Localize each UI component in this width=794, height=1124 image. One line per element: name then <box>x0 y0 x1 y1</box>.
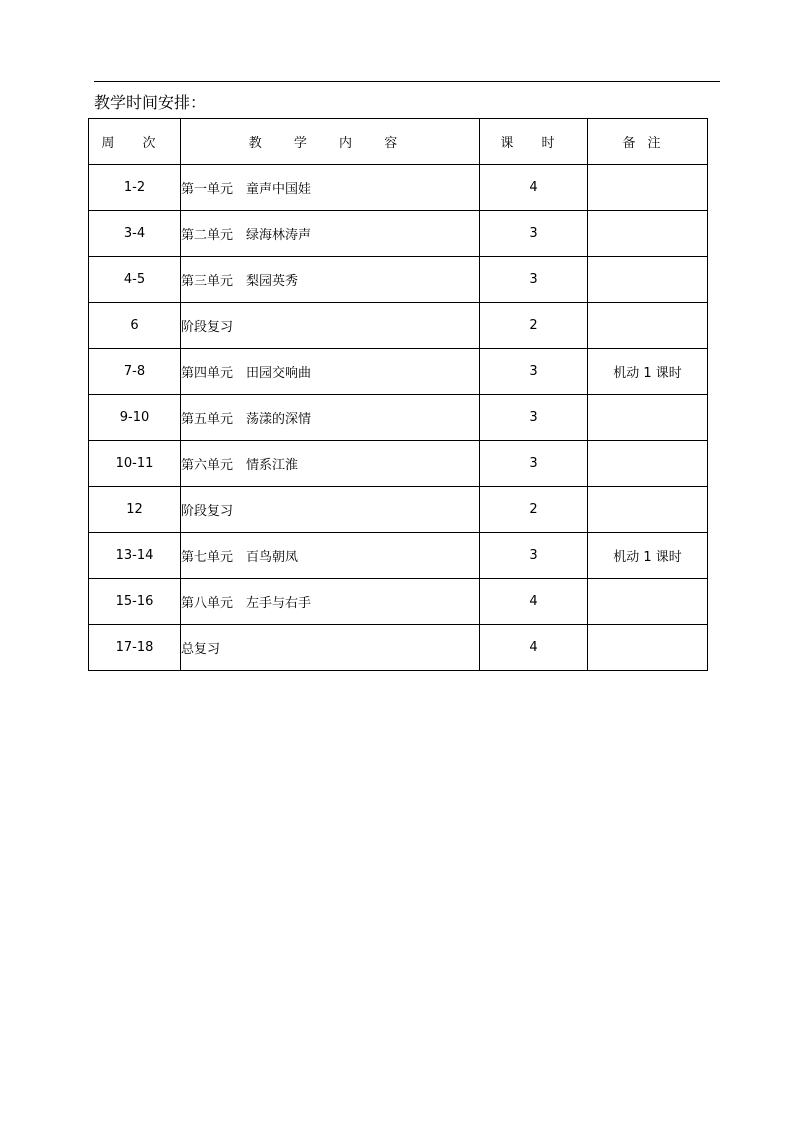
week-cell: 17-18 <box>89 625 181 671</box>
week-cell: 1-2 <box>89 165 181 211</box>
header-remark: 备注 <box>588 119 708 165</box>
remark-cell <box>588 257 708 303</box>
hours-cell: 3 <box>480 211 588 257</box>
week-cell: 10-11 <box>89 441 181 487</box>
table-row <box>89 487 708 533</box>
table-row <box>89 165 708 211</box>
table-header-row <box>89 119 708 165</box>
content-cell: 第三单元 梨园英秀 <box>181 257 480 303</box>
remark-cell <box>588 625 708 671</box>
hours-cell: 3 <box>480 533 588 579</box>
remark-cell <box>588 211 708 257</box>
hours-cell: 2 <box>480 487 588 533</box>
week-cell: 6 <box>89 303 181 349</box>
hours-cell: 3 <box>480 441 588 487</box>
section-title: 教学时间安排： <box>94 93 207 112</box>
table-row <box>89 349 708 395</box>
content-cell: 第八单元 左手与右手 <box>181 579 480 625</box>
schedule-table <box>88 118 708 671</box>
header-rule <box>94 81 720 82</box>
header-content: 教 学 内 容 <box>181 119 480 165</box>
table-row <box>89 211 708 257</box>
content-cell: 第一单元 童声中国娃 <box>181 165 480 211</box>
week-cell: 15-16 <box>89 579 181 625</box>
table-row <box>89 625 708 671</box>
table-row <box>89 303 708 349</box>
content-cell: 阶段复习 <box>181 303 480 349</box>
remark-cell <box>588 165 708 211</box>
table-row <box>89 579 708 625</box>
header-week: 周 次 <box>89 119 181 165</box>
content-cell: 总复习 <box>181 625 480 671</box>
remark-cell <box>588 487 708 533</box>
hours-cell: 4 <box>480 579 588 625</box>
table-row <box>89 533 708 579</box>
week-cell: 3-4 <box>89 211 181 257</box>
content-cell: 第四单元 田园交响曲 <box>181 349 480 395</box>
remark-cell <box>588 303 708 349</box>
hours-cell: 3 <box>480 395 588 441</box>
remark-cell: 机动 1 课时 <box>588 349 708 395</box>
remark-cell: 机动 1 课时 <box>588 533 708 579</box>
content-cell: 第二单元 绿海林涛声 <box>181 211 480 257</box>
remark-cell <box>588 395 708 441</box>
week-cell: 12 <box>89 487 181 533</box>
week-cell: 4-5 <box>89 257 181 303</box>
hours-cell: 3 <box>480 349 588 395</box>
week-cell: 7-8 <box>89 349 181 395</box>
hours-cell: 2 <box>480 303 588 349</box>
content-cell: 第六单元 情系江淮 <box>181 441 480 487</box>
table-row <box>89 395 708 441</box>
table-row <box>89 257 708 303</box>
remark-cell <box>588 579 708 625</box>
remark-cell <box>588 441 708 487</box>
header-hours: 课 时 <box>480 119 588 165</box>
week-cell: 9-10 <box>89 395 181 441</box>
week-cell: 13-14 <box>89 533 181 579</box>
content-cell: 阶段复习 <box>181 487 480 533</box>
hours-cell: 4 <box>480 165 588 211</box>
hours-cell: 4 <box>480 625 588 671</box>
content-cell: 第七单元 百鸟朝凤 <box>181 533 480 579</box>
content-cell: 第五单元 荡漾的深情 <box>181 395 480 441</box>
table-row <box>89 441 708 487</box>
hours-cell: 3 <box>480 257 588 303</box>
